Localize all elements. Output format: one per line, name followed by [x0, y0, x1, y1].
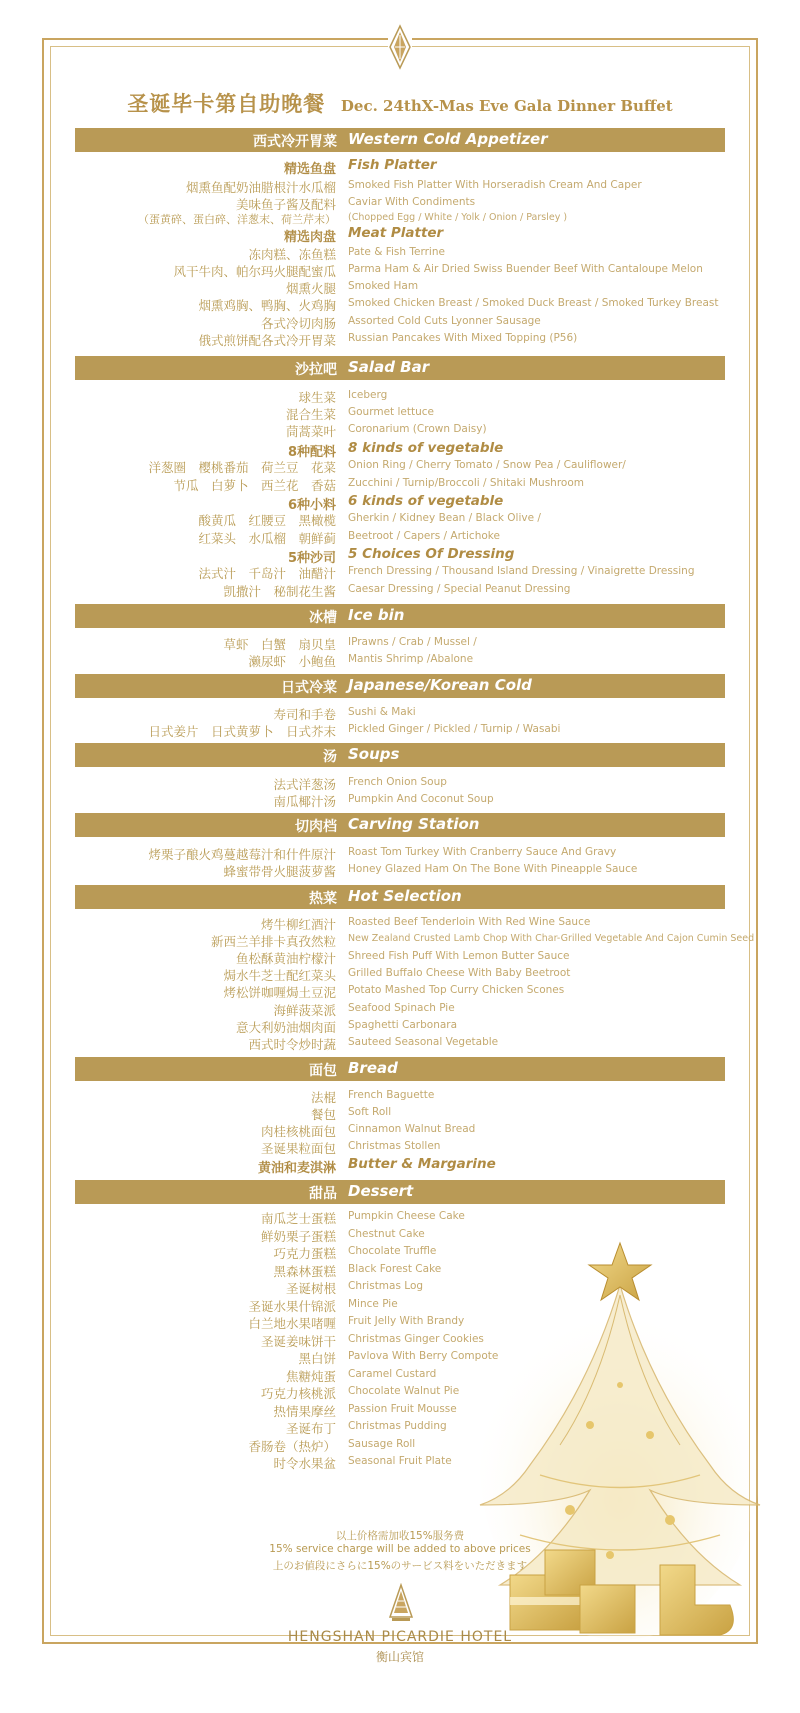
- menu-title: [0, 88, 800, 118]
- list-item: 热情果摩丝 Passion Fruit Mousse: [273, 1403, 457, 1419]
- list-item: 濑尿虾 小鲍鱼 Mantis Shrimp /Abalone: [248, 653, 474, 669]
- list-item: 混合生菜 Gourmet lettuce: [285, 406, 434, 422]
- list-item: 红菜头 水瓜榴 朝鲜蓟 Beetroot / Capers / Artichoke: [198, 530, 500, 546]
- list-item: 肉桂核桃面包 Cinnamon Walnut Bread: [260, 1123, 476, 1139]
- list-item: 风干牛肉、帕尔玛火腿配蜜瓜 Parma Ham & Air Dried Swiss Buender Beef With Cantaloupe Melon: [173, 263, 703, 279]
- list-item: 烤牛柳红酒汁 Roasted Beef Tenderloin With Red Wine Sauce: [260, 916, 591, 932]
- list-item: 凯撒汁 秘制花生酱 Caesar Dressing / Special Peanut Dressing: [223, 583, 571, 599]
- list-item: 法式汁 千岛汁 油醋汁 French Dressing / Thousand Island Dressing / Vinaigrette Dressing: [198, 565, 695, 581]
- diamond-ornament-icon: [388, 24, 412, 70]
- section-header-salad-bar: 沙拉吧 Salad Bar: [75, 356, 725, 380]
- list-item: 日式姜片 日式黄萝卜 日式芥末 Pickled Ginger / Pickled / Turnip / Wasabi: [148, 723, 561, 739]
- section-header-ice-bin: 冰槽 Ice bin: [75, 604, 725, 628]
- list-item: 黑白饼 Pavlova With Berry Compote: [298, 1350, 499, 1366]
- list-item: 新西兰羊排卡真孜然粒 New Zealand Crusted Lamb Chop With Char-Grilled Vegetable And Cajon Cumin Seed: [210, 933, 755, 949]
- section-header-carving-station: 切肉档 Carving Station: [75, 813, 725, 837]
- list-item: 美味鱼子酱及配料 Caviar With Condiments: [235, 196, 476, 212]
- list-item: 冻肉糕、冻鱼糕 Pate & Fish Terrine: [248, 246, 445, 262]
- list-item: 巧克力核桃派 Chocolate Walnut Pie: [260, 1385, 460, 1401]
- list-item: 烟熏鸡胸、鸭胸、火鸡胸 Smoked Chicken Breast / Smoked Duck Breast / Smoked Turkey Breast: [198, 297, 719, 313]
- service-charge-note-ja: 上のお値段にさらに15%のサービス料をいただきます: [272, 1560, 528, 1572]
- section-title-en: Western Cold Appetizer: [348, 130, 548, 148]
- list-item: 蜂蜜带骨火腿菠萝酱 Honey Glazed Ham On The Bone With Pineapple Sauce: [223, 863, 638, 879]
- title-chinese: 圣诞毕卡第自助晚餐: [127, 92, 326, 116]
- hotel-logo-icon: [386, 1583, 416, 1623]
- subheader-meat-platter: 精选肉盘 Meat Platter: [283, 225, 444, 245]
- list-item: 海鲜菠菜派 Seafood Spinach Pie: [273, 1002, 455, 1018]
- list-item: 烟熏鱼配奶油腊根汁水瓜榴 Smoked Fish Platter With Horseradish Cream And Caper: [185, 179, 642, 195]
- list-item: 俄式煎饼配各式冷开胃菜 Russian Pancakes With Mixed Topping (P56): [198, 332, 578, 348]
- list-item: 餐包 Soft Roll: [310, 1106, 392, 1122]
- section-header-soups: 汤 Soups: [75, 743, 725, 767]
- section-header-dessert: 甜品 Dessert: [75, 1180, 725, 1204]
- list-item: 寿司和手卷 Sushi & Maki: [273, 706, 416, 722]
- list-item: 法式洋葱汤 French Onion Soup: [273, 776, 447, 792]
- list-item: 意大利奶油烟肉面 Spaghetti Carbonara: [235, 1019, 458, 1035]
- list-item: 香肠卷（热炉） Sausage Roll: [248, 1438, 416, 1454]
- list-item: 烟熏火腿 Smoked Ham: [285, 280, 419, 296]
- list-item: 鱼松酥黄油柠檬汁 Shreed Fish Puff With Lemon Butter Sauce: [235, 950, 570, 966]
- list-item: 各式冷切肉肠 Assorted Cold Cuts Lyonner Sausage: [260, 315, 541, 331]
- title-english: Dec. 24thX-Mas Eve Gala Dinner Buffet: [340, 97, 673, 115]
- list-item: 时令水果盆 Seasonal Fruit Plate: [273, 1455, 452, 1471]
- list-item: 南瓜芝士蛋糕 Pumpkin Cheese Cake: [260, 1210, 465, 1226]
- subheader-6-vegetables: 6种小料 6 kinds of vegetable: [287, 493, 504, 513]
- list-item: （蛋黄碎、蛋白碎、洋葱末、荷兰芹末） (Chopped Egg / White / Yolk / Onion / Parsley ): [138, 212, 568, 226]
- service-charge-note-zh: 以上价格需加收15%服务费: [335, 1530, 465, 1542]
- list-item: 烤栗子酿火鸡蔓越莓汁和什件原汁 Roast Tom Turkey With Cranberry Sauce And Gravy: [148, 846, 617, 862]
- subheader-fish-platter: 精选鱼盘 Fish Platter: [283, 157, 437, 177]
- section-header-bread: 面包 Bread: [75, 1057, 725, 1081]
- hotel-name-en: HENGSHAN PICARDIE HOTEL: [287, 1629, 513, 1645]
- list-item: 鲜奶栗子蛋糕 Chestnut Cake: [260, 1228, 425, 1244]
- list-item: 烤松饼咖喱焗土豆泥 Potato Mashed Top Curry Chicken Scones: [223, 984, 565, 1000]
- list-item: 圣诞布丁 Christmas Pudding: [285, 1420, 447, 1436]
- subheader-butter: 黄油和麦淇淋 Butter & Margarine: [257, 1156, 496, 1176]
- list-item: 焦糖炖蛋 Caramel Custard: [285, 1368, 437, 1384]
- list-item: 黑森林蛋糕 Black Forest Cake: [273, 1263, 442, 1279]
- list-item: 法棍 French Baguette: [310, 1089, 435, 1105]
- section-header-western-cold: [75, 128, 725, 152]
- list-item: 西式时令炒时蔬 Sauteed Seasonal Vegetable: [248, 1036, 499, 1052]
- list-item: 茼蒿菜叶 Coronarium (Crown Daisy): [285, 423, 487, 439]
- list-item: 洋葱圈 樱桃番茄 荷兰豆 花菜 Onion Ring / Cherry Tomato / Snow Pea / Cauliflower/: [148, 459, 626, 475]
- list-item: 圣诞水果什锦派 Mince Pie: [248, 1298, 398, 1314]
- list-item: 节瓜 白萝卜 西兰花 香菇 Zucchini / Turnip/Broccoli / Shitaki Mushroom: [173, 477, 584, 493]
- subheader-dressing: 5种沙司 5 Choices Of Dressing: [287, 546, 515, 566]
- list-item: 白兰地水果啫喱 Fruit Jelly With Brandy: [248, 1315, 465, 1331]
- list-item: 圣诞姜味饼干 Christmas Ginger Cookies: [260, 1333, 484, 1349]
- list-item: 南瓜椰汁汤 Pumpkin And Coconut Soup: [273, 793, 494, 809]
- service-charge-note-en: 15% service charge will be added to above prices: [269, 1543, 531, 1555]
- section-header-hot-selection: 热菜 Hot Selection: [75, 885, 725, 909]
- list-item: 圣诞树根 Christmas Log: [285, 1280, 424, 1296]
- list-item: 球生菜 Iceberg: [298, 389, 388, 405]
- list-item: 酸黄瓜 红腰豆 黑橄榄 Gherkin / Kidney Bean / Black Olive /: [198, 512, 541, 528]
- section-header-japanese-korean: 日式冷菜 Japanese/Korean Cold: [75, 674, 725, 698]
- list-item: 焗水牛芝士配红菜头 Grilled Buffalo Cheese With Baby Beetroot: [223, 967, 571, 983]
- list-item: 圣诞果粒面包 Christmas Stollen: [260, 1140, 441, 1156]
- christmas-tree-icon: [470, 1235, 770, 1650]
- section-title-zh: 西式冷开胃菜: [253, 134, 337, 150]
- hotel-name-zh: 衡山宾馆: [375, 1650, 424, 1664]
- subheader-8-vegetables: 8种配料 8 kinds of vegetable: [287, 440, 504, 460]
- list-item: 草虾 白蟹 扇贝皇 IPrawns / Crab / Mussel /: [223, 636, 477, 652]
- list-item: 巧克力蛋糕 Chocolate Truffle: [273, 1245, 437, 1261]
